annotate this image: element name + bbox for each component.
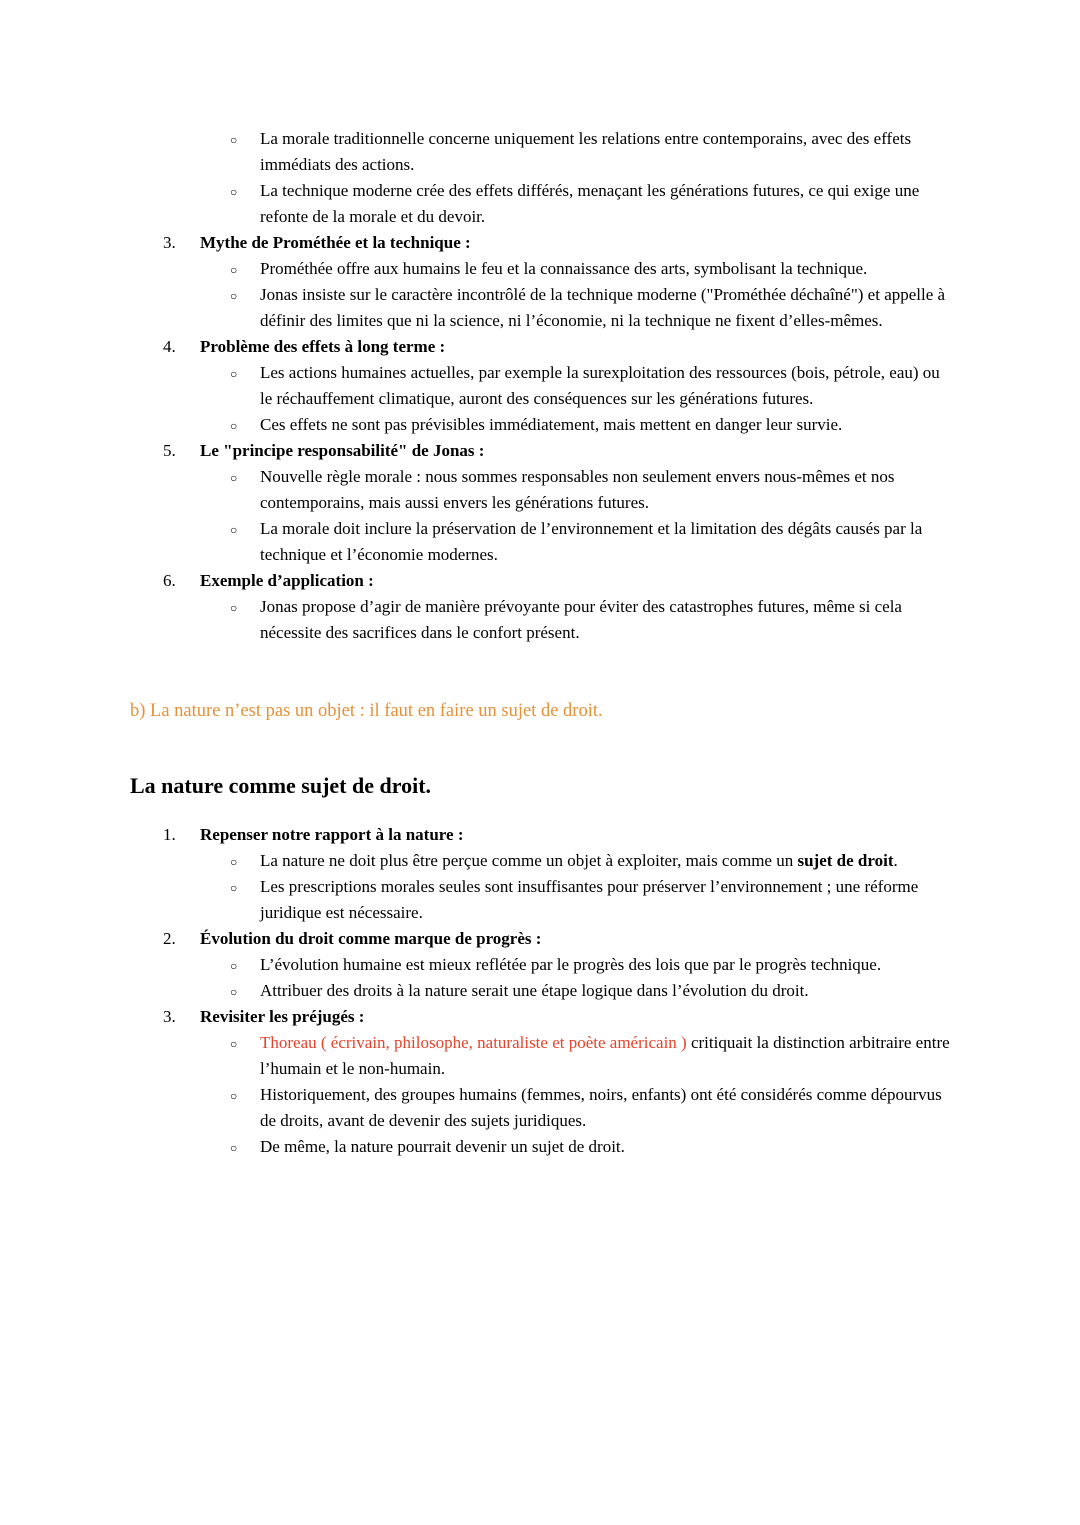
text-segment: Les prescriptions morales seules sont insuffisantes pour préserver l’environnement ; une réforme juridique est nécessaire. — [260, 877, 919, 922]
bullet-circle-icon: ○ — [230, 263, 238, 277]
item-number: 6. — [163, 571, 176, 590]
bullet-circle-icon: ○ — [230, 1141, 238, 1155]
numbered-item-head — [130, 334, 950, 360]
item-bullet-list — [130, 464, 950, 568]
bullet-circle-icon: ○ — [230, 855, 238, 869]
item-title: Le "principe responsabilité" de Jonas : — [200, 441, 485, 460]
item-title: Problème des effets à long terme : — [200, 337, 446, 356]
item-number: 4. — [163, 337, 176, 356]
text-segment: Attribuer des droits à la nature serait une étape logique dans l’évolution du droit. — [260, 981, 809, 1000]
bullet-text — [260, 415, 842, 434]
numbered-item-head — [130, 568, 950, 594]
bullet-item — [130, 1134, 950, 1160]
bullet-item — [130, 848, 950, 874]
text-segment: De même, la nature pourrait devenir un sujet de droit. — [260, 1137, 625, 1156]
bullet-item — [130, 282, 950, 334]
bullet-circle-icon: ○ — [230, 601, 238, 615]
numbered-list-1 — [130, 230, 950, 646]
text-segment: Ces effets ne sont pas prévisibles immédiatement, mais mettent en danger leur survie. — [260, 415, 843, 434]
bullet-item — [130, 464, 950, 516]
bullet-text — [260, 877, 918, 922]
bullet-text — [260, 363, 940, 408]
section-heading: La nature comme sujet de droit. — [130, 773, 432, 798]
bullet-text — [260, 519, 922, 564]
bullet-text — [260, 981, 809, 1000]
item-number: 2. — [163, 929, 176, 948]
item-bullet-list — [130, 360, 950, 438]
bullet-circle-icon: ○ — [230, 471, 238, 485]
bullet-circle-icon: ○ — [230, 985, 238, 999]
numbered-item-head — [130, 822, 950, 848]
bullet-item — [130, 256, 950, 282]
numbered-item-head — [130, 230, 950, 256]
text-segment: Jonas propose d’agir de manière prévoyante pour éviter des catastrophes futures, même si cela nécessite des sacrifices dans le confort présent. — [260, 597, 902, 642]
bullet-item — [130, 1082, 950, 1134]
bullet-circle-icon: ○ — [230, 881, 238, 895]
bullet-circle-icon: ○ — [230, 1037, 238, 1051]
bullet-text — [260, 851, 898, 870]
bullet-text — [260, 181, 919, 226]
numbered-item — [130, 568, 950, 646]
text-segment: Thoreau ( écrivain, philosophe, naturaliste et poète américain ) — [260, 1033, 691, 1052]
text-segment: Jonas insiste sur le caractère incontrôlé de la technique moderne ("Prométhée déchaîné") et appelle à définir des limites que ni la science, ni l’économie, ni la technique ne fixent d’elles-mêmes. — [260, 285, 946, 330]
bullet-item — [130, 952, 950, 978]
bullet-item — [130, 978, 950, 1004]
text-segment: . — [893, 851, 898, 870]
item-title: Revisiter les préjugés : — [200, 1007, 365, 1026]
bullet-text — [260, 597, 902, 642]
numbered-item — [130, 334, 950, 438]
numbered-item — [130, 822, 950, 926]
bullet-item — [130, 874, 950, 926]
subsection-heading-b: b) La nature n’est pas un objet : il faut en faire un sujet de droit. — [130, 701, 603, 721]
bullet-text — [260, 285, 945, 330]
bullet-text — [260, 1085, 942, 1130]
bullet-item — [130, 594, 950, 646]
bullet-text — [260, 955, 881, 974]
bullet-item — [130, 1030, 950, 1082]
text-segment: La nature ne doit plus être perçue comme un objet à exploiter, mais comme un — [260, 851, 798, 870]
bullet-circle-icon: ○ — [230, 185, 238, 199]
item-title: Exemple d’application : — [200, 571, 374, 590]
item-bullet-list — [130, 1030, 950, 1160]
bullet-circle-icon: ○ — [230, 959, 238, 973]
item-number: 3. — [163, 1007, 176, 1026]
bullet-circle-icon: ○ — [230, 419, 238, 433]
bullet-item — [130, 126, 950, 178]
bullet-item — [130, 412, 950, 438]
text-segment: La morale traditionnelle concerne uniquement les relations entre contemporains, avec des effets immédiats des actions. — [260, 129, 912, 174]
text-segment: La morale doit inclure la préservation de l’environnement et la limitation des dégâts causés par la technique et l’économie modernes. — [260, 519, 923, 564]
text-segment: Nouvelle règle morale : nous sommes responsables non seulement envers nous-mêmes et nos contemporains, mais aussi envers les générations futures. — [260, 467, 895, 512]
item-number: 3. — [163, 233, 176, 252]
item-title: Évolution du droit comme marque de progrès : — [200, 929, 542, 948]
continued-bullet-list — [130, 126, 950, 230]
bullet-circle-icon: ○ — [230, 523, 238, 537]
text-segment: La technique moderne crée des effets différés, menaçant les générations futures, ce qui exige une refonte de la morale et du devoir. — [260, 181, 920, 226]
bullet-text — [260, 1137, 625, 1156]
item-title: Mythe de Prométhée et la technique : — [200, 233, 471, 252]
item-number: 5. — [163, 441, 176, 460]
item-bullet-list — [130, 848, 950, 926]
text-segment: Historiquement, des groupes humains (femmes, noirs, enfants) ont été considérés comme dépourvus de droits, avant de devenir des sujets juridiques. — [260, 1085, 942, 1130]
bullet-circle-icon: ○ — [230, 1089, 238, 1103]
item-bullet-list — [130, 952, 950, 1004]
text-segment: sujet de droit — [797, 851, 894, 870]
numbered-item — [130, 230, 950, 334]
numbered-item-head — [130, 1004, 950, 1030]
bullet-circle-icon: ○ — [230, 289, 238, 303]
text-segment: critiquait la distinction arbitraire entre l’humain et le non-humain. — [260, 1033, 950, 1078]
numbered-item — [130, 1004, 950, 1160]
item-title: Repenser notre rapport à la nature : — [200, 825, 464, 844]
text-segment: Prométhée offre aux humains le feu et la connaissance des arts, symbolisant la technique. — [260, 259, 868, 278]
bullet-circle-icon: ○ — [230, 367, 238, 381]
bullet-text — [260, 1033, 950, 1078]
bullet-text — [260, 259, 867, 278]
item-bullet-list — [130, 256, 950, 334]
numbered-item — [130, 438, 950, 568]
bullet-text — [260, 129, 911, 174]
bullet-item — [130, 178, 950, 230]
bullet-item — [130, 516, 950, 568]
numbered-item-head — [130, 438, 950, 464]
text-segment: L’évolution humaine est mieux reflétée par le progrès des lois que par le progrès technique. — [260, 955, 882, 974]
bullet-text — [260, 467, 895, 512]
item-bullet-list — [130, 594, 950, 646]
numbered-list-2 — [130, 822, 950, 1160]
numbered-item — [130, 926, 950, 1004]
item-number: 1. — [163, 825, 176, 844]
bullet-item — [130, 360, 950, 412]
bullet-circle-icon: ○ — [230, 133, 238, 147]
numbered-item-head — [130, 926, 950, 952]
text-segment: Les actions humaines actuelles, par exemple la surexploitation des ressources (bois, pétrole, eau) ou le réchauffement climatique, auront des conséquences sur les générations futures. — [260, 363, 940, 408]
